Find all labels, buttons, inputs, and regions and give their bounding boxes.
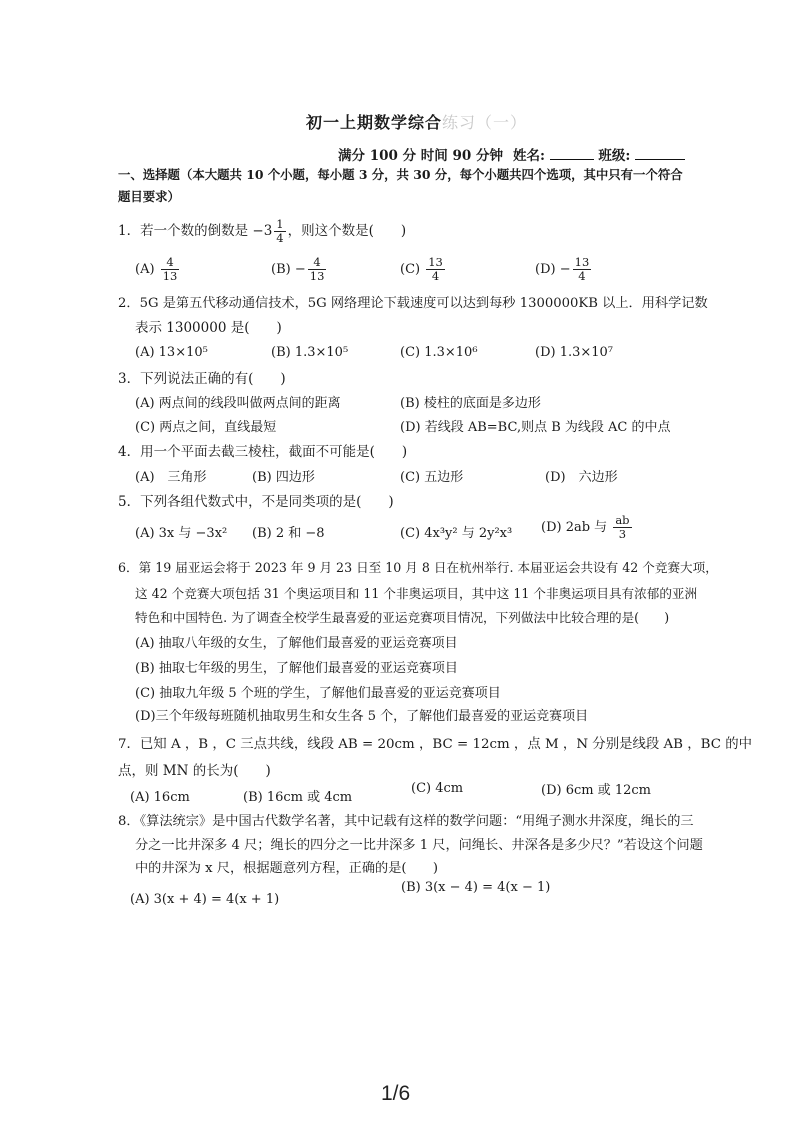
q7-option-a[interactable]: (A) 16cm: [130, 790, 190, 805]
q4-option-a[interactable]: (A) 三角形: [135, 470, 207, 485]
name-blank: [550, 147, 594, 160]
q1-option-d[interactable]: [535, 256, 593, 283]
q1-c-label: (C): [400, 262, 421, 278]
q1-d-sign: −: [559, 262, 571, 278]
q5-d-num: ab: [615, 513, 630, 527]
q6-option-c[interactable]: (C) 抽取九年级 5 个班的学生，了解他们最喜爱的亚运竞赛项目: [135, 686, 501, 701]
q1-mixed-num: 1: [276, 217, 284, 231]
q1-mixed-den: 4: [276, 231, 284, 246]
q5-d-fraction: [613, 514, 631, 541]
q3-option-c[interactable]: (C) 两点之间，直线最短: [135, 420, 277, 435]
q1-d-num: 13: [574, 255, 590, 269]
q1-option-a[interactable]: [135, 256, 181, 283]
q7-option-b[interactable]: (B) 16cm 或 4cm: [243, 790, 353, 805]
q1-b-sign: −: [294, 262, 306, 278]
q7-option-d[interactable]: (D) 6cm 或 12cm: [541, 783, 651, 798]
class-label: 班级:: [598, 148, 631, 164]
class-blank: [635, 147, 685, 160]
q1-option-b[interactable]: [271, 256, 328, 283]
q1-a-fraction: [161, 256, 180, 283]
q8-option-a[interactable]: (A) 3(x + 4) = 4(x + 1): [130, 892, 280, 907]
q2-option-d[interactable]: (D) 1.3×10⁷: [535, 345, 614, 360]
q4-stem: 4．用一个平面去截三棱柱，截面不可能是( ): [118, 444, 408, 460]
page-number: 1/6: [381, 1082, 411, 1105]
name-label: 姓名:: [513, 148, 545, 164]
q8-line3: 中的井深为 x 尺，根据题意列方程，正确的是( ): [135, 861, 439, 876]
q1-a-num: 4: [161, 256, 180, 270]
q2-option-b[interactable]: (B) 1.3×10⁵: [271, 345, 349, 360]
q1-stem: [118, 218, 406, 245]
q7-line2: 点，则 MN 的长为( ): [118, 763, 271, 779]
q2-option-a[interactable]: (A) 13×10⁵: [135, 345, 208, 360]
q7-option-c[interactable]: (C) 4cm: [411, 781, 464, 796]
q1-c-num: 13: [428, 255, 443, 269]
page-title: [306, 110, 527, 133]
q1-b-den: 13: [309, 269, 325, 284]
q2-line1: 2．5G 是第五代移动通信技术，5G 网络理论下载速度可以达到每秒 1300000KB 以上．用科学记数: [118, 296, 708, 311]
q4-option-c[interactable]: (C) 五边形: [400, 470, 464, 485]
q1-c-fraction: [426, 256, 445, 283]
q4-option-d[interactable]: (D) 六边形: [545, 470, 618, 485]
score-time: 满分 100 分 时间 90 分钟: [338, 148, 503, 164]
q5-stem: 5．下列各组代数式中，不是同类项的是( ): [118, 494, 394, 510]
q5-option-a[interactable]: (A) 3x 与 −3x²: [135, 526, 228, 541]
q6-line2: 这 42 个竞赛大项包括 31 个奥运项目和 11 个非奥运项目，其中这 11 个非奥运项目具有浓郁的亚洲: [135, 586, 698, 601]
q1-option-c[interactable]: [400, 256, 447, 283]
q3-stem: 3．下列说法正确的有( ): [118, 371, 286, 387]
q3-option-d[interactable]: (D) 若线段 AB=BC,则点 B 为线段 AC 的中点: [400, 420, 671, 435]
q6-line3: 特色和中国特色. 为了调查全校学生最喜爱的亚运竞赛项目情况，下列做法中比较合理的是( ): [135, 610, 670, 625]
name-field: [513, 144, 685, 164]
q1-b-num: 4: [308, 256, 327, 270]
q2-option-c[interactable]: (C) 1.3×10⁶: [400, 345, 478, 360]
q8-line1: 8．《算法统宗》是中国古代数学名著，其中记载有这样的数学问题：“用绳子测水井深度，绳长的三: [118, 814, 694, 829]
q4-option-b[interactable]: (B) 四边形: [252, 470, 315, 485]
q5-d-label: (D) 2ab 与: [541, 520, 608, 536]
q2-line2: 表示 1300000 是( ): [135, 320, 282, 336]
q1-d-label: (D): [535, 262, 556, 278]
title-text: 初一上期数学综合: [306, 113, 443, 132]
section-heading: 一、选择题（本大题共 10 个小题，每小题 3 分，共 30 分，每个小题共四个选项，其中只有一个符合: [118, 167, 683, 182]
q1-d-fraction: [573, 256, 592, 283]
q7-line1: 7．已知 A ，B ，C 三点共线，线段 AB = 20cm ，BC = 12cm ，点 M ，N 分别是线段 AB ，BC 的中: [118, 737, 753, 752]
q8-option-b[interactable]: (B) 3(x − 4) = 4(x − 1): [401, 880, 551, 895]
q5-d-den: 3: [618, 527, 627, 542]
q6-option-a[interactable]: (A) 抽取八年级的女生，了解他们最喜爱的亚运竞赛项目: [135, 636, 458, 651]
q1-b-fraction: [308, 256, 327, 283]
q5-option-b[interactable]: (B) 2 和 −8: [252, 526, 325, 541]
title-faded-text: 练习（一）: [442, 113, 528, 132]
q1-stem-b: ，则这个数是( ): [287, 223, 407, 240]
q1-stem-a: 1．若一个数的倒数是 −3: [118, 223, 273, 240]
q6-option-b[interactable]: (B) 抽取七年级的男生，了解他们最喜爱的亚运竞赛项目: [135, 661, 458, 676]
q6-line1: 6．第 19 届亚运会将于 2023 年 9 月 23 日至 10 月 8 日在杭州举行. 本届亚运会共设有 42 个竞赛大项，: [118, 560, 718, 575]
q1-a-den: 13: [162, 269, 178, 284]
q8-line2: 分之一比井深多 4 尺；绳长的四分之一比井深多 1 尺，问绳长、井深各是多少尺？”若设这个问题: [135, 838, 703, 853]
q1-b-label: (B): [271, 262, 291, 278]
q1-d-den: 4: [578, 269, 586, 284]
q5-option-d[interactable]: [541, 514, 634, 541]
q3-option-a[interactable]: (A) 两点间的线段叫做两点间的距离: [135, 396, 341, 411]
q1-a-label: (A): [135, 262, 155, 278]
section-heading-cont: 题目要求）: [118, 189, 180, 204]
q1-mixed-fraction: [274, 218, 285, 245]
q1-c-den: 4: [431, 269, 440, 284]
q5-option-c[interactable]: (C) 4x³y² 与 2y²x³: [400, 526, 513, 541]
q6-option-d[interactable]: (D)三个年级每班随机抽取男生和女生各 5 个，了解他们最喜爱的亚运竞赛项目: [135, 709, 589, 724]
q3-option-b[interactable]: (B) 棱柱的底面是多边形: [400, 396, 541, 411]
